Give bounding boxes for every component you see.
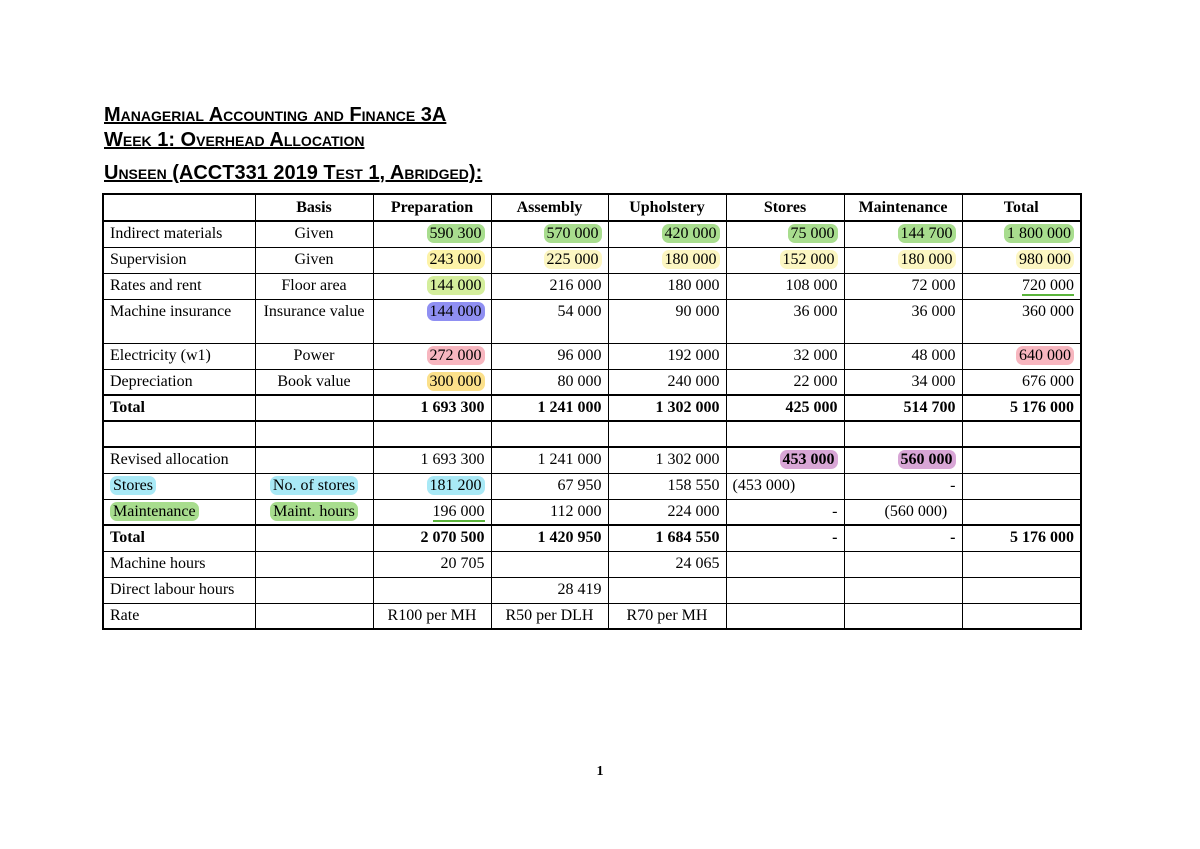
row-label: Total — [103, 395, 255, 421]
cell-stores: 425 000 — [726, 395, 844, 421]
cell-preparation — [373, 421, 491, 447]
cell-upholstery: 224 000 — [608, 499, 726, 525]
cell-stores: (453 000) — [726, 473, 844, 499]
cell-maintenance: 72 000 — [844, 273, 962, 299]
cell-assembly — [491, 551, 608, 577]
header-assembly: Assembly — [491, 194, 608, 221]
table-row — [103, 273, 1081, 299]
header-maintenance: Maintenance — [844, 194, 962, 221]
cell-maintenance: 48 000 — [844, 343, 962, 369]
row-label: Total — [103, 525, 255, 551]
cell-total — [962, 499, 1081, 525]
table-row — [103, 499, 1081, 525]
cell-stores: 36 000 — [726, 299, 844, 343]
cell-maintenance: 560 000 — [844, 447, 962, 473]
header-blank — [103, 194, 255, 221]
cell-upholstery: 420 000 — [608, 221, 726, 247]
cell-total: 1 800 000 — [962, 221, 1081, 247]
row-basis: Insurance value — [255, 299, 373, 343]
cell-upholstery: R70 per MH — [608, 603, 726, 629]
cell-maintenance — [844, 577, 962, 603]
cell-assembly: R50 per DLH — [491, 603, 608, 629]
cell-total: 5 176 000 — [962, 525, 1081, 551]
cell-stores — [726, 603, 844, 629]
cell-assembly — [491, 421, 608, 447]
cell-stores — [726, 577, 844, 603]
header-upholstery: Upholstery — [608, 194, 726, 221]
cell-total: 980 000 — [962, 247, 1081, 273]
row-basis: Floor area — [255, 273, 373, 299]
cell-preparation: 144 000 — [373, 273, 491, 299]
cell-assembly: 80 000 — [491, 369, 608, 395]
row-basis: Given — [255, 247, 373, 273]
cell-maintenance: (560 000) — [844, 499, 962, 525]
row-label: Rate — [103, 603, 255, 629]
cell-preparation: 20 705 — [373, 551, 491, 577]
row-label: Maintenance — [103, 499, 255, 525]
row-basis — [255, 421, 373, 447]
row-basis: Book value — [255, 369, 373, 395]
cell-upholstery: 192 000 — [608, 343, 726, 369]
row-label: Depreciation — [103, 369, 255, 395]
cell-total — [962, 603, 1081, 629]
header-total: Total — [962, 194, 1081, 221]
cell-preparation: 2 070 500 — [373, 525, 491, 551]
table-row — [103, 577, 1081, 603]
cell-maintenance: - — [844, 473, 962, 499]
cell-assembly: 112 000 — [491, 499, 608, 525]
cell-upholstery: 1 684 550 — [608, 525, 726, 551]
table-row — [103, 299, 1081, 343]
cell-assembly: 96 000 — [491, 343, 608, 369]
row-basis — [255, 525, 373, 551]
cell-maintenance: - — [844, 525, 962, 551]
row-label: Direct labour hours — [103, 577, 255, 603]
row-basis: No. of stores — [255, 473, 373, 499]
cell-upholstery: 90 000 — [608, 299, 726, 343]
course-title: Managerial Accounting and Finance 3A — [104, 104, 447, 126]
cell-stores: 75 000 — [726, 221, 844, 247]
cell-total: 720 000 — [962, 273, 1081, 299]
overhead-allocation-table — [102, 193, 1082, 630]
row-label: Machine insurance — [103, 299, 255, 343]
cell-maintenance: 144 700 — [844, 221, 962, 247]
cell-assembly: 216 000 — [491, 273, 608, 299]
cell-total: 360 000 — [962, 299, 1081, 343]
page-number: 1 — [596, 764, 604, 779]
table-row — [103, 447, 1081, 473]
table-row — [103, 473, 1081, 499]
cell-maintenance: 180 000 — [844, 247, 962, 273]
row-label: Stores — [103, 473, 255, 499]
cell-total — [962, 421, 1081, 447]
row-label: Machine hours — [103, 551, 255, 577]
cell-assembly: 1 241 000 — [491, 395, 608, 421]
row-label: Indirect materials — [103, 221, 255, 247]
cell-assembly: 570 000 — [491, 221, 608, 247]
row-label: Revised allocation — [103, 447, 255, 473]
table-row-total — [103, 395, 1081, 421]
cell-preparation: 1 693 300 — [373, 447, 491, 473]
cell-preparation: R100 per MH — [373, 603, 491, 629]
cell-assembly: 225 000 — [491, 247, 608, 273]
header-stores: Stores — [726, 194, 844, 221]
cell-upholstery: 1 302 000 — [608, 395, 726, 421]
cell-preparation: 243 000 — [373, 247, 491, 273]
table-row — [103, 247, 1081, 273]
row-basis — [255, 603, 373, 629]
cell-maintenance — [844, 551, 962, 577]
cell-preparation: 590 300 — [373, 221, 491, 247]
row-basis — [255, 551, 373, 577]
row-basis: Given — [255, 221, 373, 247]
cell-stores: 32 000 — [726, 343, 844, 369]
cell-upholstery: 158 550 — [608, 473, 726, 499]
cell-upholstery — [608, 421, 726, 447]
cell-total — [962, 577, 1081, 603]
row-basis — [255, 447, 373, 473]
header-row — [103, 194, 1081, 221]
row-label — [103, 421, 255, 447]
cell-stores: 22 000 — [726, 369, 844, 395]
row-basis: Maint. hours — [255, 499, 373, 525]
cell-maintenance: 514 700 — [844, 395, 962, 421]
table-row — [103, 369, 1081, 395]
cell-maintenance: 34 000 — [844, 369, 962, 395]
cell-stores — [726, 551, 844, 577]
week-title: Week 1: Overhead Allocation — [104, 129, 365, 151]
cell-stores: 108 000 — [726, 273, 844, 299]
header-basis: Basis — [255, 194, 373, 221]
cell-upholstery: 24 065 — [608, 551, 726, 577]
cell-stores: 152 000 — [726, 247, 844, 273]
cell-assembly: 54 000 — [491, 299, 608, 343]
cell-total: 676 000 — [962, 369, 1081, 395]
cell-preparation: 272 000 — [373, 343, 491, 369]
cell-total — [962, 551, 1081, 577]
cell-upholstery: 180 000 — [608, 247, 726, 273]
cell-total: 5 176 000 — [962, 395, 1081, 421]
cell-preparation: 181 200 — [373, 473, 491, 499]
cell-assembly: 1 241 000 — [491, 447, 608, 473]
cell-maintenance: 36 000 — [844, 299, 962, 343]
cell-preparation: 196 000 — [373, 499, 491, 525]
cell-total — [962, 447, 1081, 473]
cell-preparation — [373, 577, 491, 603]
cell-stores: - — [726, 525, 844, 551]
cell-total: 640 000 — [962, 343, 1081, 369]
row-label: Supervision — [103, 247, 255, 273]
row-basis: Power — [255, 343, 373, 369]
row-label: Rates and rent — [103, 273, 255, 299]
table-row — [103, 551, 1081, 577]
cell-upholstery: 240 000 — [608, 369, 726, 395]
cell-maintenance — [844, 603, 962, 629]
cell-preparation: 300 000 — [373, 369, 491, 395]
cell-preparation: 1 693 300 — [373, 395, 491, 421]
header-preparation: Preparation — [373, 194, 491, 221]
table-row-blank — [103, 421, 1081, 447]
row-label: Electricity (w1) — [103, 343, 255, 369]
row-basis — [255, 577, 373, 603]
cell-total — [962, 473, 1081, 499]
cell-upholstery — [608, 577, 726, 603]
cell-upholstery: 180 000 — [608, 273, 726, 299]
row-basis — [255, 395, 373, 421]
cell-preparation: 144 000 — [373, 299, 491, 343]
cell-stores — [726, 421, 844, 447]
table-row — [103, 343, 1081, 369]
unseen-title: Unseen (ACCT331 2019 Test 1, Abridged): — [104, 162, 483, 184]
cell-stores: 453 000 — [726, 447, 844, 473]
cell-assembly: 28 419 — [491, 577, 608, 603]
table-row — [103, 603, 1081, 629]
cell-assembly: 67 950 — [491, 473, 608, 499]
cell-maintenance — [844, 421, 962, 447]
cell-stores: - — [726, 499, 844, 525]
table-row — [103, 221, 1081, 247]
cell-upholstery: 1 302 000 — [608, 447, 726, 473]
cell-assembly: 1 420 950 — [491, 525, 608, 551]
table-row-total — [103, 525, 1081, 551]
